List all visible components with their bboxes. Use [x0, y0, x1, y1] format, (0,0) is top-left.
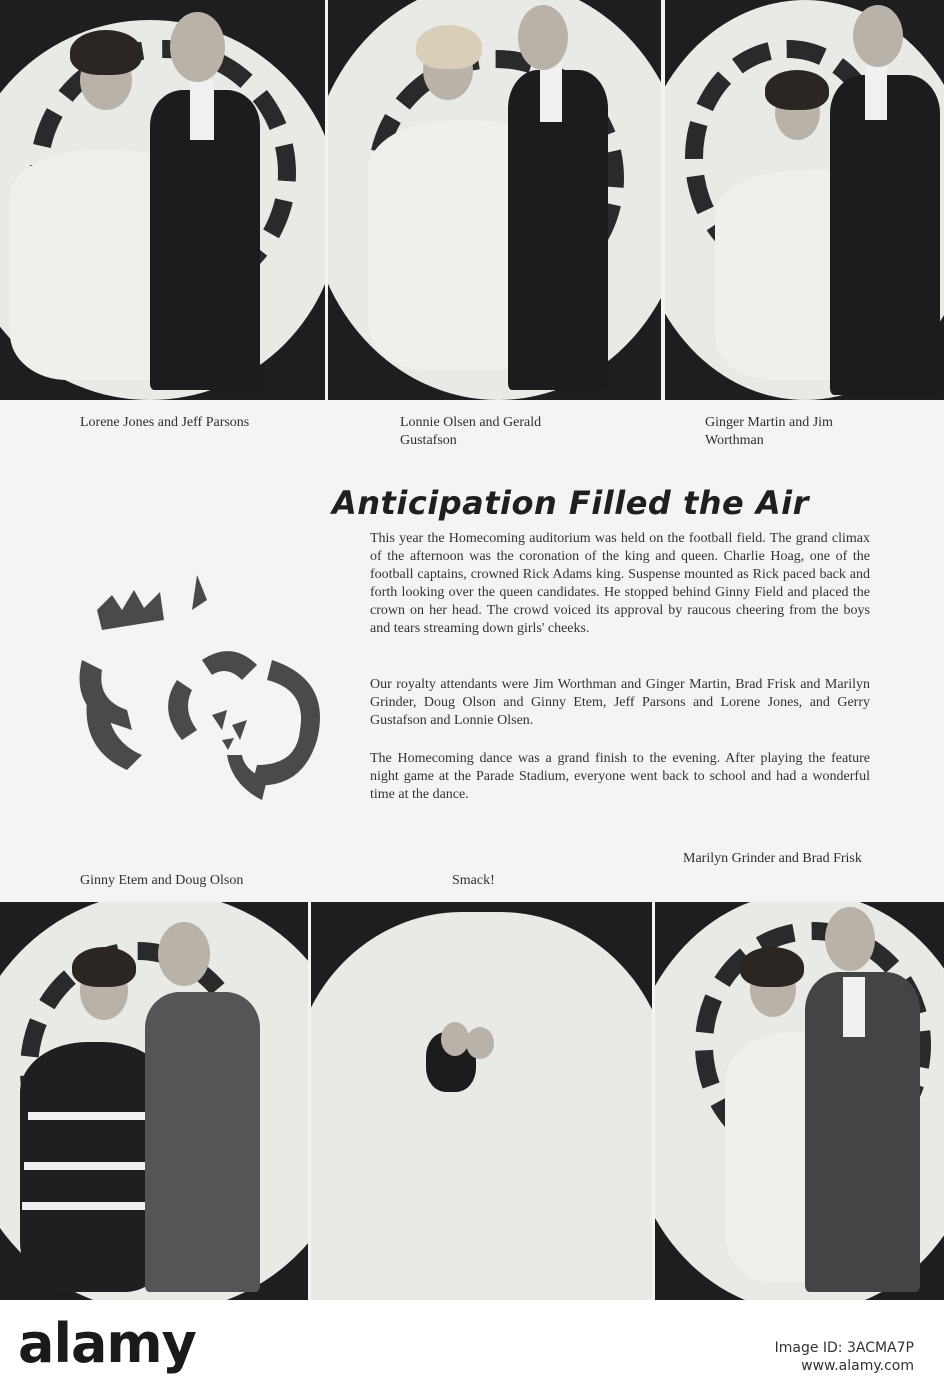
photo-marilyn-brad: [655, 902, 944, 1300]
article-paragraph-1: This year the Homecoming auditorium was held on the football field. The grand climax of the afternoon was the coronation of the king and queen. Charlie Hoag, one of the football captains, crowned Rick Adams king. Suspense mounted as Rick paced back and forth looking over the queen candidates. He stopped behind Ginny Field and placed the crown on her head. The crowd voiced its approval by raucous cheering from the boys and tears streaming down girls' cheeks.: [370, 531, 870, 636]
caption-top-left: Lorene Jones and Jeff Parsons: [80, 415, 250, 430]
photo-ginny-doug: [0, 902, 308, 1300]
website: www.alamy.com: [801, 1358, 914, 1374]
image-id: Image ID: 3ACMA7P: [774, 1340, 914, 1356]
caption-bottom-right: Marilyn Grinder and Brad Frisk: [683, 851, 862, 866]
caption-bottom-middle: Smack!: [452, 873, 495, 888]
photo-lorene-jeff: [0, 0, 325, 400]
photo-smack: [311, 902, 652, 1300]
crown-heart-logo: [72, 570, 342, 810]
alamy-logo: alamy: [18, 1312, 196, 1375]
caption-top-middle: Lonnie Olsen and Gerald Gustafson: [400, 415, 542, 448]
article-headline: Anticipation Filled the Air: [332, 484, 809, 522]
caption-top-right: Ginger Martin and Jim Worthman: [705, 415, 833, 448]
caption-bottom-left: Ginny Etem and Doug Olson: [80, 873, 244, 888]
article-paragraph-2: Our royalty attendants were Jim Worthman and Ginger Martin, Brad Frisk and Marilyn Grinder, Doug Olson and Ginny Etem, Jeff Parsons and Lorene Jones, and Gerry Gustafson and Lonnie Olsen.: [370, 677, 870, 728]
photo-ginger-jim: [665, 0, 944, 400]
article-paragraph-3: The Homecoming dance was a grand finish to the evening. After playing the feature night game at the Parade Stadium, everyone went back to school and had a wonderful time at the dance.: [370, 751, 870, 802]
photo-lonnie-gerald: [328, 0, 661, 400]
